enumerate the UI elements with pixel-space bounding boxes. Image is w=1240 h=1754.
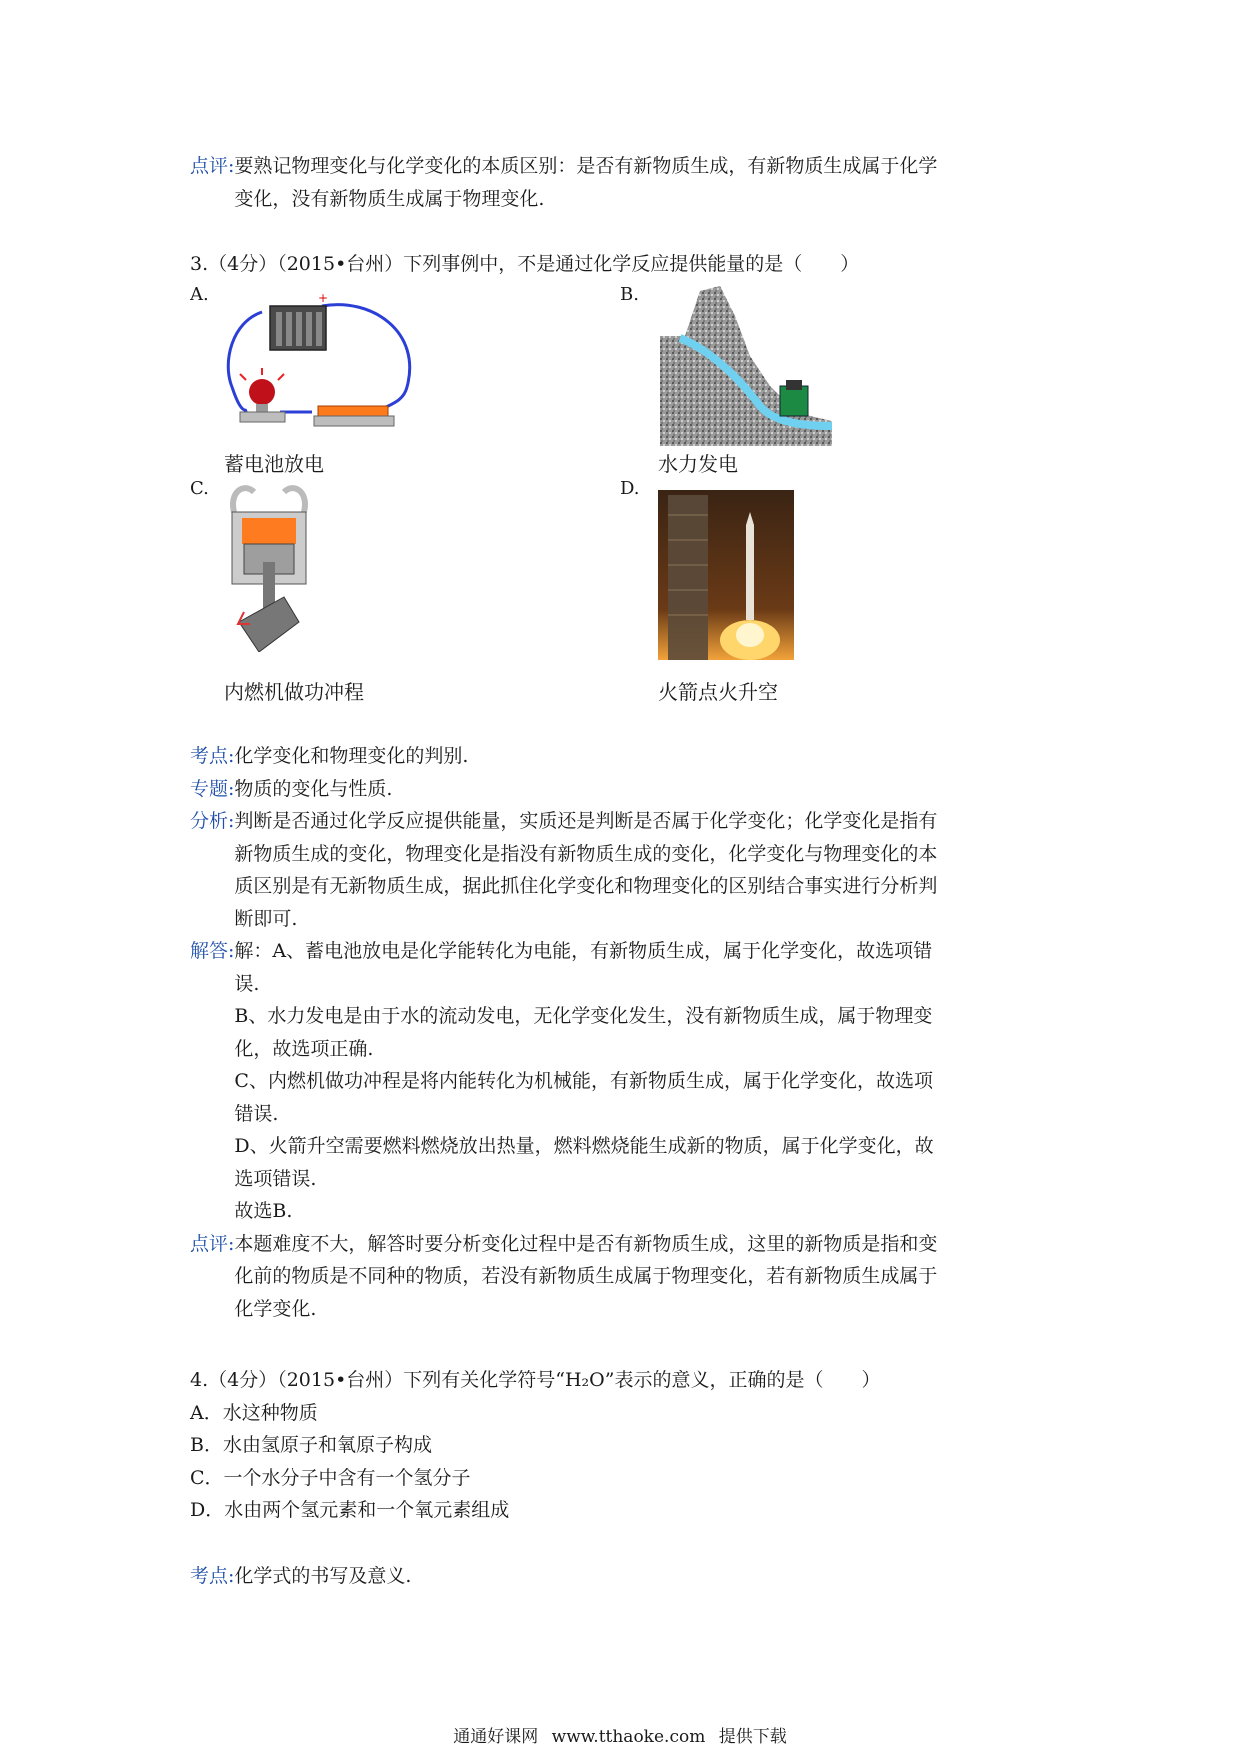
option-caption-b: 水力发电 (658, 452, 738, 476)
q3-stem: 3.（4分）（2015•台州）下列事例中，不是通过化学反应提供能量的是（ ） (190, 253, 860, 275)
review-label: 点评: (190, 155, 235, 177)
q2-review (190, 150, 1060, 215)
q3-point (190, 740, 1060, 1325)
review-line: 本题难度不大，解答时要分析变化过程中是否有新物质生成，这里的新物质是指和变 (234, 1232, 938, 1255)
answer-line: D、火箭升空需要燃料燃烧放出热量，燃料燃烧能生成新的物质，属于化学变化，故 (234, 1135, 934, 1157)
review-line: 要熟记物理变化与化学变化的本质区别：是否有新物质生成，有新物质生成属于化学 (234, 155, 938, 177)
point-label: 考点: (190, 1565, 235, 1587)
footer-note: 提供下载 (718, 1727, 787, 1747)
point-text: 化学变化和物理变化的判别. (234, 745, 469, 767)
footer-url[interactable]: www.tthaoke.com (551, 1727, 706, 1747)
battery-circuit-icon (222, 292, 422, 432)
answer-line: 故选B. (234, 1200, 293, 1222)
q4-option-a: A．水这种物质 (190, 1401, 318, 1424)
answer-line: 误. (234, 972, 260, 995)
page-footer (0, 1722, 1240, 1747)
topic-label: 专题: (190, 777, 235, 800)
review-label: 点评: (190, 1232, 235, 1255)
q4-point (190, 1560, 1060, 1593)
analysis-line: 质区别是有无新物质生成，据此抓住化学变化和物理变化的区别结合事实进行分析判 (234, 875, 938, 897)
analysis-line: 判断是否通过化学反应提供能量，实质还是判断是否属于化学变化；化学变化是指有 (234, 810, 938, 832)
analysis-line: 新物质生成的变化，物理变化是指没有新物质生成的变化，化学变化与物理变化的本 (234, 842, 938, 865)
answer-line: B、水力发电是由于水的流动发电，无化学变化发生，没有新物质生成，属于物理变 (234, 1005, 933, 1027)
answer-line: 错误. (234, 1102, 279, 1125)
answer-line: 解：A、蓄电池放电是化学能转化为电能，有新物质生成，属于化学变化，故选项错 (234, 940, 933, 962)
review-line: 变化，没有新物质生成属于物理变化. (234, 187, 545, 210)
svg-text:+: + (318, 292, 329, 305)
q4-stem: 4.（4分）（2015•台州）下列有关化学符号“H₂O”表示的意义，正确的是（ ） (190, 1369, 881, 1391)
option-letter-b: B. (620, 284, 639, 305)
option-letter-c: C. (190, 478, 209, 499)
option-caption-a: 蓄电池放电 (224, 452, 324, 476)
hydro-dam-icon (660, 286, 832, 446)
point-label: 考点: (190, 745, 235, 767)
q4-option-d: D．水由两个氢元素和一个氧元素组成 (190, 1499, 510, 1521)
engine-piston-icon (224, 482, 314, 652)
q4-option-b: B．水由氢原子和氧原子构成 (190, 1434, 432, 1456)
q4-block (190, 1364, 1060, 1527)
answer-label: 解答: (190, 940, 235, 962)
option-caption-d: 火箭点火升空 (658, 680, 778, 704)
answer-line: C、内燃机做功冲程是将内能转化为机械能，有新物质生成，属于化学变化，故选项 (234, 1070, 933, 1092)
option-caption-c: 内燃机做功冲程 (224, 680, 364, 704)
review-line: 化学变化. (234, 1297, 317, 1320)
analysis-line: 断即可. (234, 907, 298, 930)
review-line: 化前的物质是不同种的物质，若没有新物质生成属于物理变化，若有新物质生成属于 (234, 1265, 938, 1287)
point-text: 化学式的书写及意义. (234, 1565, 412, 1587)
analysis-label: 分析: (190, 810, 235, 832)
option-letter-d: D. (620, 478, 640, 499)
option-letter-a: A. (190, 284, 209, 305)
q4-option-c: C．一个水分子中含有一个氢分子 (190, 1466, 471, 1489)
topic-text: 物质的变化与性质. (234, 777, 393, 800)
answer-line: 选项错误. (234, 1167, 317, 1190)
answer-line: 化，故选项正确. (234, 1037, 374, 1060)
rocket-launch-icon (658, 490, 794, 660)
footer-site: 通通好课网 (453, 1727, 539, 1747)
